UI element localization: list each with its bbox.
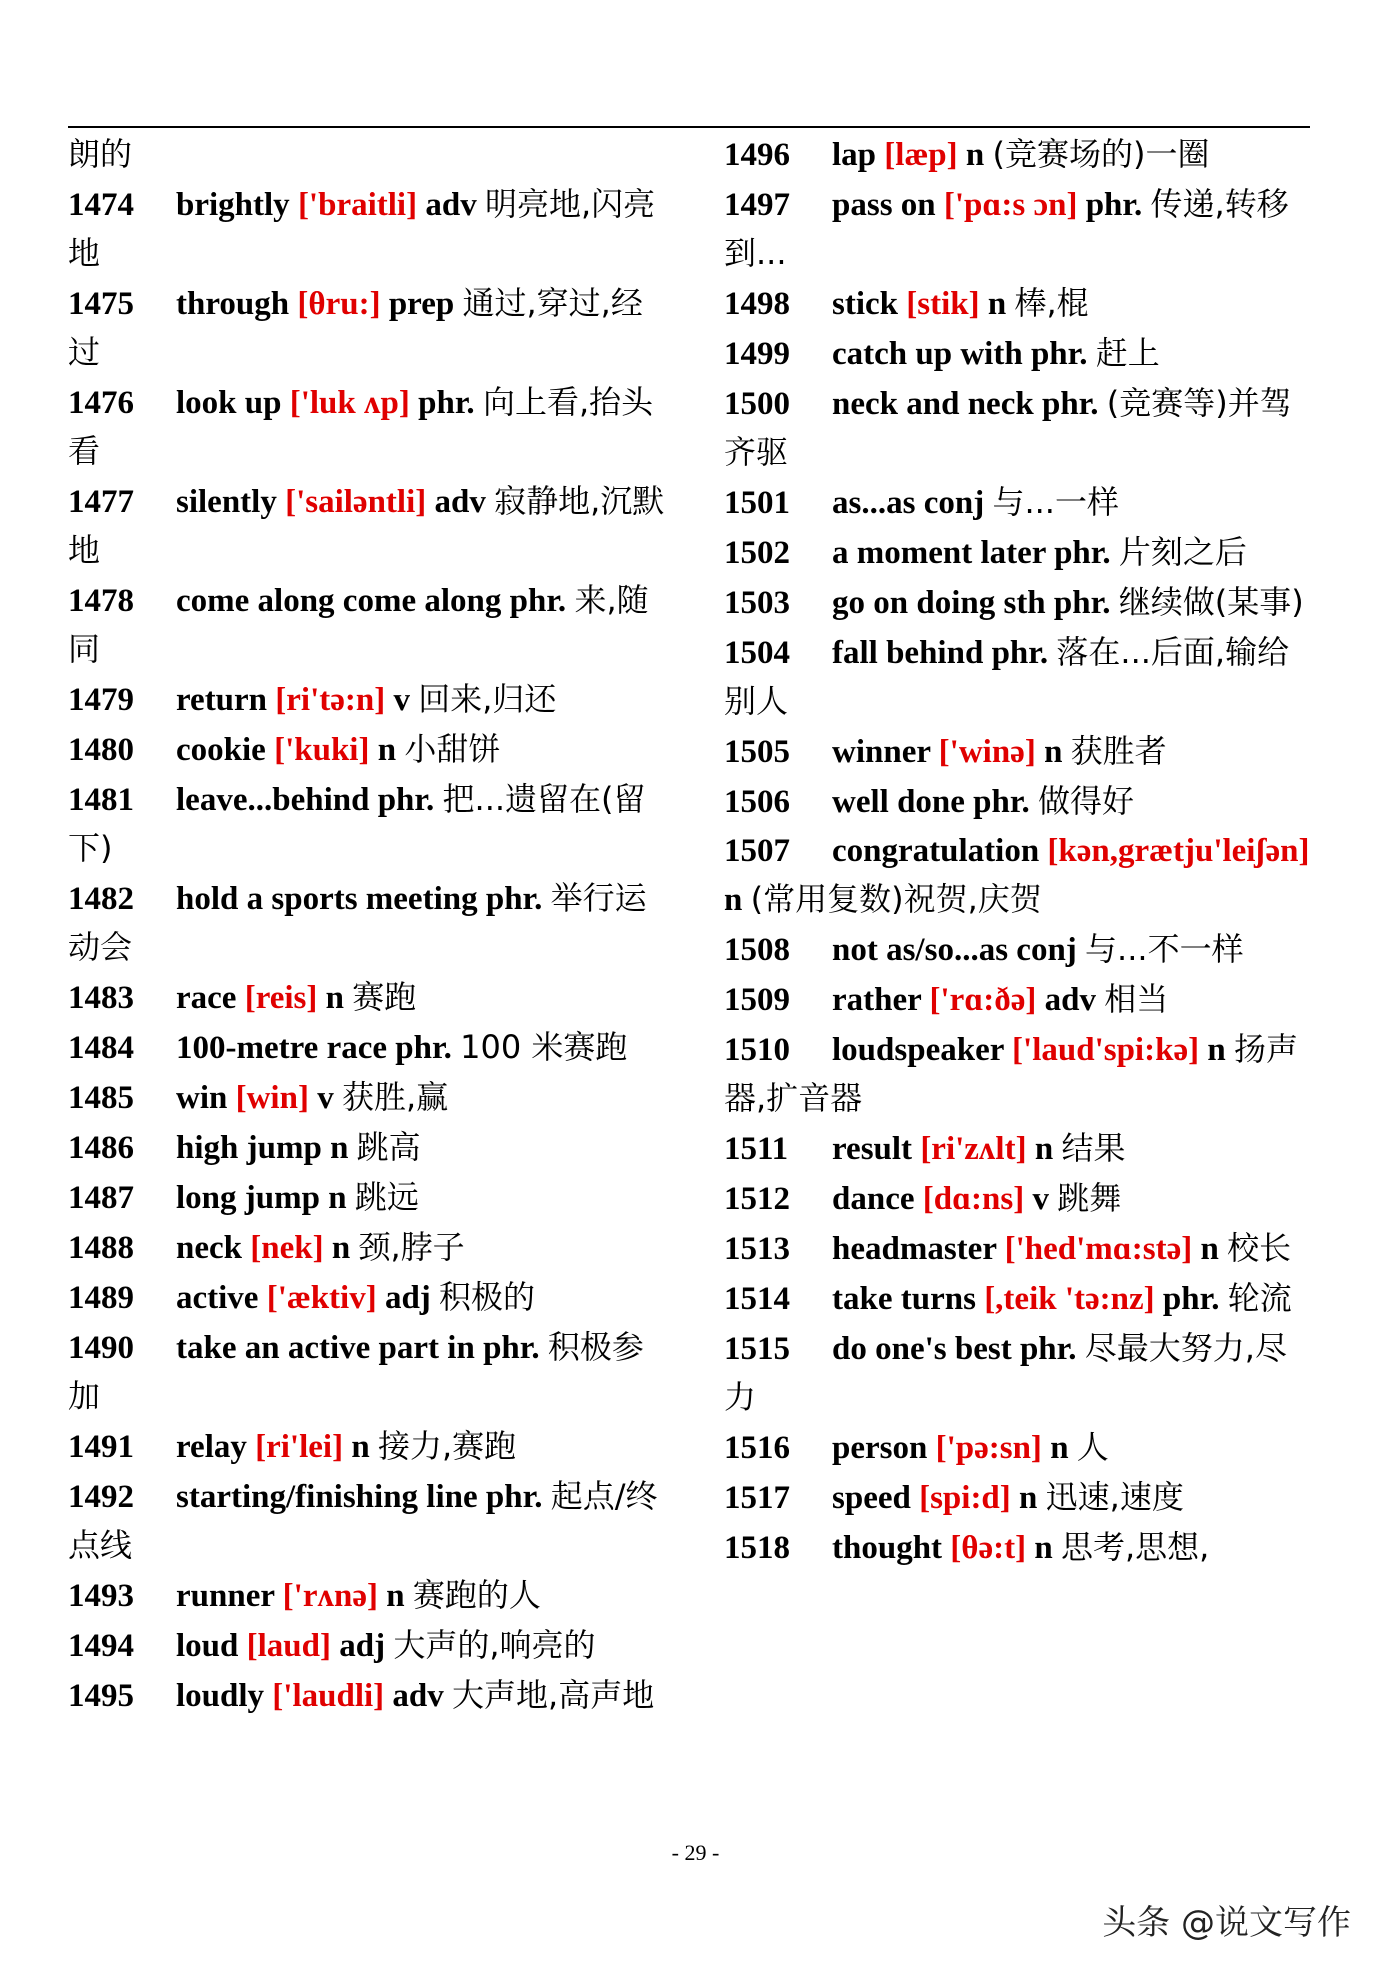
- entry-word: pass on: [832, 187, 936, 223]
- entry-phonetic: ['kuki]: [274, 732, 370, 768]
- entry-number: 1507: [724, 833, 790, 869]
- entry-number: 1505: [724, 734, 790, 770]
- vocab-entry: [68, 1123, 668, 1172]
- vocab-entry: [68, 1571, 668, 1620]
- entry-number: 1490: [68, 1330, 134, 1366]
- entry-number: 1488: [68, 1230, 134, 1266]
- entry-number: 1503: [724, 585, 790, 621]
- entry-pos: n: [1034, 1131, 1054, 1167]
- entry-word: race: [176, 980, 237, 1016]
- entry-number: 1481: [68, 782, 134, 818]
- entry-pos: phr.: [1085, 187, 1143, 223]
- entry-phonetic: [læp]: [884, 137, 958, 173]
- entry-pos: n: [1034, 1530, 1053, 1566]
- entry-pos: phr.: [485, 881, 543, 917]
- entry-phonetic: [win]: [235, 1080, 309, 1116]
- entry-number: 1480: [68, 732, 134, 768]
- entry-word: winner: [832, 734, 931, 770]
- entry-phonetic: ['sailəntli]: [285, 484, 427, 520]
- vocab-entry: [724, 578, 1314, 627]
- entry-pos: phr.: [1019, 1331, 1077, 1367]
- vocab-entry: [68, 576, 668, 674]
- entry-phonetic: ['rɑ:ðə]: [929, 982, 1037, 1018]
- entry-meaning: 获胜者: [1070, 732, 1167, 770]
- entry-phonetic: ['laud'spi:kə]: [1012, 1032, 1200, 1068]
- page-number: - 29 -: [671, 1840, 720, 1865]
- vocab-entry: [68, 874, 668, 972]
- entry-number: 1493: [68, 1578, 134, 1614]
- vocab-entry: [68, 775, 668, 873]
- entry-number: 1514: [724, 1281, 790, 1317]
- entry-number: 1500: [724, 386, 790, 422]
- vocab-entry: [724, 1025, 1314, 1123]
- entry-meaning: 大声地,高声地: [452, 1676, 655, 1714]
- entry-phonetic: ['pɑ:s ɔn]: [943, 187, 1078, 223]
- vocab-entry: [68, 973, 668, 1022]
- entry-meaning: 跳远: [354, 1178, 419, 1216]
- vocab-entry: [724, 1523, 1314, 1572]
- entry-number: 1512: [724, 1181, 790, 1217]
- entry-pos: adj: [384, 1280, 431, 1316]
- entry-phonetic: ['pə:sn]: [935, 1430, 1042, 1466]
- entry-meaning: 起点/终点线: [68, 1477, 658, 1564]
- entry-meaning: 与...不一样: [1085, 930, 1244, 968]
- entry-phonetic: [ri'lei]: [255, 1429, 344, 1465]
- entry-meaning: 结果: [1061, 1129, 1126, 1167]
- entry-meaning: 颈,脖子: [358, 1228, 465, 1266]
- entry-pos: phr.: [485, 1479, 543, 1515]
- vocab-entry: [68, 1223, 668, 1272]
- entry-phonetic: ['æktiv]: [266, 1280, 377, 1316]
- entry-word: dance: [832, 1181, 915, 1217]
- entry-number: 1482: [68, 881, 134, 917]
- entry-meaning: (常用复数)祝贺,庆贺: [750, 880, 1042, 918]
- entry-pos: phr.: [509, 583, 567, 619]
- entry-number: 1499: [724, 336, 790, 372]
- entry-meaning: 跳高: [356, 1128, 421, 1166]
- entry-pos: phr.: [1041, 386, 1099, 422]
- entry-pos: adv: [1044, 982, 1096, 1018]
- entry-pos: prep: [388, 286, 455, 322]
- entry-word: brightly: [176, 187, 290, 223]
- entry-pos: n: [724, 882, 743, 918]
- entry-number: 1491: [68, 1429, 134, 1465]
- entry-pos: phr.: [377, 782, 435, 818]
- vocab-entry: [68, 130, 668, 179]
- vocab-entry: [724, 975, 1314, 1024]
- entry-word: speed: [832, 1480, 911, 1516]
- entry-number: 1476: [68, 385, 134, 421]
- entry-word: high jump: [176, 1130, 322, 1166]
- entry-meaning: 尽最大努力,尽力: [724, 1329, 1287, 1416]
- vocab-entry: [724, 478, 1314, 527]
- entry-meaning: 赶上: [1095, 334, 1160, 372]
- entry-word: through: [176, 286, 290, 322]
- entry-meaning: 寂静地,沉默地: [68, 482, 665, 569]
- vocab-entry: [724, 628, 1314, 726]
- vocab-entry: [724, 1124, 1314, 1173]
- entry-word: take an active part in: [176, 1330, 475, 1366]
- entry-phonetic: [dɑ:ns]: [922, 1181, 1025, 1217]
- entry-pos: v: [317, 1080, 334, 1116]
- entry-meaning: 迅速,速度: [1045, 1478, 1184, 1516]
- left-column: [68, 130, 668, 1721]
- vocab-entry: [724, 727, 1314, 776]
- entry-number: 1509: [724, 982, 790, 1018]
- entry-number: 1496: [724, 137, 790, 173]
- entry-word: rather: [832, 982, 922, 1018]
- entry-pos: n: [1044, 734, 1063, 770]
- entry-number: 1489: [68, 1280, 134, 1316]
- entry-meaning: 明亮地,闪亮地: [68, 185, 656, 272]
- entry-meaning: 接力,赛跑: [377, 1427, 517, 1465]
- entry-number: 1504: [724, 635, 790, 671]
- entry-phonetic: [ri'tə:n]: [275, 682, 386, 718]
- entry-number: 1492: [68, 1479, 134, 1515]
- entry-number: 1479: [68, 682, 134, 718]
- entry-meaning: 获胜,赢: [341, 1078, 449, 1116]
- entry-number: 1498: [724, 286, 790, 322]
- entry-word: go on doing sth: [832, 585, 1046, 621]
- entry-pos: conj: [1016, 932, 1077, 968]
- entry-word: well done: [832, 784, 965, 820]
- entry-number: 1483: [68, 980, 134, 1016]
- entry-word: long jump: [176, 1180, 320, 1216]
- entry-word: stick: [832, 286, 898, 322]
- entry-phonetic: ['braitli]: [297, 187, 418, 223]
- entry-pos: phr.: [973, 784, 1030, 820]
- vocab-entry: [68, 1323, 668, 1421]
- entry-pos: phr.: [483, 1330, 540, 1366]
- vocab-entry: [724, 1274, 1314, 1323]
- entry-phonetic: [θə:t]: [950, 1530, 1027, 1566]
- entry-number: 1508: [724, 932, 790, 968]
- vocab-entry: [68, 378, 668, 476]
- entry-number: 1515: [724, 1331, 790, 1367]
- vocab-entry: [724, 180, 1314, 278]
- entry-pos: n: [330, 1130, 349, 1166]
- entry-pos: n: [328, 1180, 347, 1216]
- entry-number: 1487: [68, 1180, 134, 1216]
- vocab-entry: [68, 477, 668, 575]
- entry-word: active: [176, 1280, 259, 1316]
- entry-meaning: 传递,转移到...: [724, 185, 1289, 272]
- entry-pos: v: [1032, 1181, 1049, 1217]
- entry-meaning: 回来,归还: [418, 680, 557, 718]
- entry-meaning: 小甜饼: [404, 730, 501, 768]
- entry-pos: adv: [434, 484, 486, 520]
- entry-pos: n: [965, 137, 985, 173]
- entry-word: relay: [176, 1429, 247, 1465]
- entry-pos: adv: [392, 1678, 444, 1714]
- right-column: [724, 130, 1314, 1573]
- entry-phonetic: [ri'zʌlt]: [920, 1131, 1027, 1167]
- entry-meaning: 轮流: [1227, 1279, 1292, 1317]
- vocab-entry: [68, 1173, 668, 1222]
- vocab-entry: [724, 1174, 1314, 1223]
- entry-meaning: 积极参加: [68, 1328, 644, 1415]
- entry-number: 1513: [724, 1231, 790, 1267]
- vocab-entry: [724, 279, 1314, 328]
- entry-meaning: 把...遗留在(留下): [68, 780, 646, 867]
- entry-meaning: 大声的,响亮的: [393, 1626, 596, 1664]
- entry-word: thought: [832, 1530, 943, 1566]
- entry-number: 1477: [68, 484, 134, 520]
- entry-pos: n: [325, 980, 344, 1016]
- entry-number: 1510: [724, 1032, 790, 1068]
- vocab-entry: [724, 528, 1314, 577]
- vocab-entry: [724, 1224, 1314, 1273]
- vocab-entry: [724, 1423, 1314, 1472]
- entry-word: a moment later: [832, 535, 1046, 571]
- entry-word: loudly: [176, 1678, 265, 1714]
- entry-pos: n: [1200, 1231, 1219, 1267]
- entry-meaning: 思考,思想,: [1061, 1528, 1210, 1566]
- entry-word: leave...behind: [176, 782, 370, 818]
- entry-number: 1478: [68, 583, 134, 619]
- entry-pos: v: [393, 682, 410, 718]
- entry-meaning: 向上看,抬头看: [68, 383, 654, 470]
- entry-number: 1494: [68, 1628, 134, 1664]
- entry-pos: phr.: [991, 635, 1049, 671]
- entry-phonetic: [nek]: [250, 1230, 324, 1266]
- vocab-entry: [68, 725, 668, 774]
- entry-pos: phr.: [395, 1030, 452, 1066]
- entry-phonetic: [kən,grætju'leiʃən]: [1047, 833, 1310, 869]
- entry-pos: n: [331, 1230, 351, 1266]
- entry-word: fall behind: [832, 635, 984, 671]
- entry-word: catch up with: [832, 336, 1023, 372]
- entry-meaning: 片刻之后: [1118, 533, 1247, 571]
- entry-meaning: 通过,穿过,经过: [68, 284, 643, 371]
- entry-number: 1474: [68, 187, 134, 223]
- vocab-entry: [724, 777, 1314, 826]
- entry-number: 1497: [724, 187, 790, 223]
- entry-number: 1495: [68, 1678, 134, 1714]
- entry-meaning: 做得好: [1038, 782, 1135, 820]
- header-rule: [68, 126, 1310, 128]
- entry-word: come along come along: [176, 583, 502, 619]
- vocab-entry: [724, 1473, 1314, 1522]
- entry-pos: adv: [425, 187, 477, 223]
- entry-word: neck and neck: [832, 386, 1034, 422]
- entry-word: hold a sports meeting: [176, 881, 478, 917]
- vocab-entry: [68, 180, 668, 278]
- vocab-entry: [68, 1472, 668, 1570]
- entry-pos: phr.: [1053, 585, 1111, 621]
- vocab-entry: [724, 1324, 1314, 1422]
- entry-word: cookie: [176, 732, 266, 768]
- entry-phonetic: ['hed'mɑ:stə]: [1004, 1231, 1193, 1267]
- entry-number: 1485: [68, 1080, 134, 1116]
- entry-word: loud: [176, 1628, 239, 1664]
- entry-meaning: 棒,棍: [1014, 284, 1089, 322]
- entry-pos: n: [1019, 1480, 1038, 1516]
- entry-meaning: 积极的: [439, 1278, 536, 1316]
- entry-meaning: 继续做(某事): [1118, 583, 1304, 621]
- entry-phonetic: [stik]: [906, 286, 980, 322]
- entry-meaning: 朗的: [68, 135, 133, 173]
- entry-meaning: (竞赛等)并驾齐驱: [724, 384, 1292, 471]
- entry-meaning: 100 米赛跑: [460, 1028, 628, 1066]
- entry-phonetic: [laud]: [246, 1628, 331, 1664]
- entry-word: lap: [832, 137, 877, 173]
- entry-number: 1511: [724, 1131, 789, 1167]
- entry-word: silently: [176, 484, 277, 520]
- entry-phonetic: ['luk ʌp]: [289, 385, 410, 421]
- entry-phonetic: [spi:d]: [919, 1480, 1011, 1516]
- vocab-entry: [724, 329, 1314, 378]
- vocab-entry: [724, 827, 1314, 924]
- entry-word: neck: [176, 1230, 242, 1266]
- entry-number: 1484: [68, 1030, 134, 1066]
- entry-meaning: 落在...后面,输给别人: [724, 633, 1290, 720]
- entry-number: 1502: [724, 535, 790, 571]
- vocab-entry: [68, 1073, 668, 1122]
- entry-pos: conj: [923, 485, 985, 521]
- entry-word: win: [176, 1080, 228, 1116]
- vocab-entry: [724, 130, 1314, 179]
- entry-pos: n: [1050, 1430, 1069, 1466]
- entry-meaning: 跳舞: [1057, 1179, 1122, 1217]
- entry-pos: n: [386, 1578, 405, 1614]
- entry-word: person: [832, 1430, 928, 1466]
- entry-phonetic: [reis]: [244, 980, 318, 1016]
- entry-meaning: 赛跑: [352, 978, 417, 1016]
- entry-meaning: 来,随同: [68, 581, 649, 668]
- entry-meaning: 赛跑的人: [412, 1576, 541, 1614]
- entry-phonetic: [,teik 'tə:nz]: [984, 1281, 1155, 1317]
- entry-word: runner: [176, 1578, 275, 1614]
- entry-meaning: 举行运动会: [68, 879, 647, 966]
- entry-meaning: 校长: [1227, 1229, 1292, 1267]
- vocab-entry: [724, 925, 1314, 974]
- entry-word: starting/finishing line: [176, 1479, 478, 1515]
- entry-phonetic: [θru:]: [297, 286, 381, 322]
- entry-number: 1475: [68, 286, 134, 322]
- entry-word: headmaster: [832, 1231, 997, 1267]
- entry-number: 1501: [724, 485, 790, 521]
- entry-phonetic: ['laudli]: [272, 1678, 385, 1714]
- entry-pos: phr.: [418, 385, 475, 421]
- vocab-entry: [68, 675, 668, 724]
- entry-word: look up: [176, 385, 282, 421]
- entry-word: take turns: [832, 1281, 976, 1317]
- entry-number: 1518: [724, 1530, 790, 1566]
- vocab-entry: [724, 379, 1314, 477]
- entry-pos: phr.: [1030, 336, 1088, 372]
- entry-number: 1517: [724, 1480, 790, 1516]
- vocab-entry: [68, 1422, 668, 1471]
- entry-number: 1516: [724, 1430, 790, 1466]
- entry-word: do one's best: [832, 1331, 1012, 1367]
- entry-meaning: (竞赛场的)一圈: [992, 135, 1210, 173]
- entry-number: 1486: [68, 1130, 134, 1166]
- entry-word: 100-metre race: [176, 1030, 388, 1066]
- entry-word: not as/so...as: [832, 932, 1009, 968]
- vocab-entry: [68, 1621, 668, 1670]
- entry-pos: phr.: [1162, 1281, 1220, 1317]
- watermark: 头条 @说文写作: [1102, 1903, 1351, 1943]
- entry-word: as...as: [832, 485, 916, 521]
- vocab-entry: [68, 1273, 668, 1322]
- entry-word: loudspeaker: [832, 1032, 1004, 1068]
- entry-phonetic: ['rʌnə]: [282, 1578, 378, 1614]
- entry-word: congratulation: [832, 833, 1040, 869]
- entry-meaning: 扬声器,扩音器: [724, 1030, 1298, 1117]
- entry-meaning: 与...一样: [992, 483, 1119, 521]
- vocab-entry: [68, 1023, 668, 1072]
- entry-phonetic: ['winə]: [938, 734, 1036, 770]
- entry-pos: n: [351, 1429, 370, 1465]
- vocab-entry: [68, 1671, 668, 1720]
- entry-pos: n: [987, 286, 1007, 322]
- vocab-entry: [68, 279, 668, 377]
- entry-pos: phr.: [1054, 535, 1111, 571]
- entry-pos: n: [1207, 1032, 1226, 1068]
- entry-word: result: [832, 1131, 913, 1167]
- entry-pos: adj: [339, 1628, 386, 1664]
- entry-word: return: [176, 682, 268, 718]
- entry-pos: n: [377, 732, 397, 768]
- entry-number: 1506: [724, 784, 790, 820]
- entry-meaning: 相当: [1104, 980, 1169, 1018]
- entry-meaning: 人: [1076, 1428, 1109, 1466]
